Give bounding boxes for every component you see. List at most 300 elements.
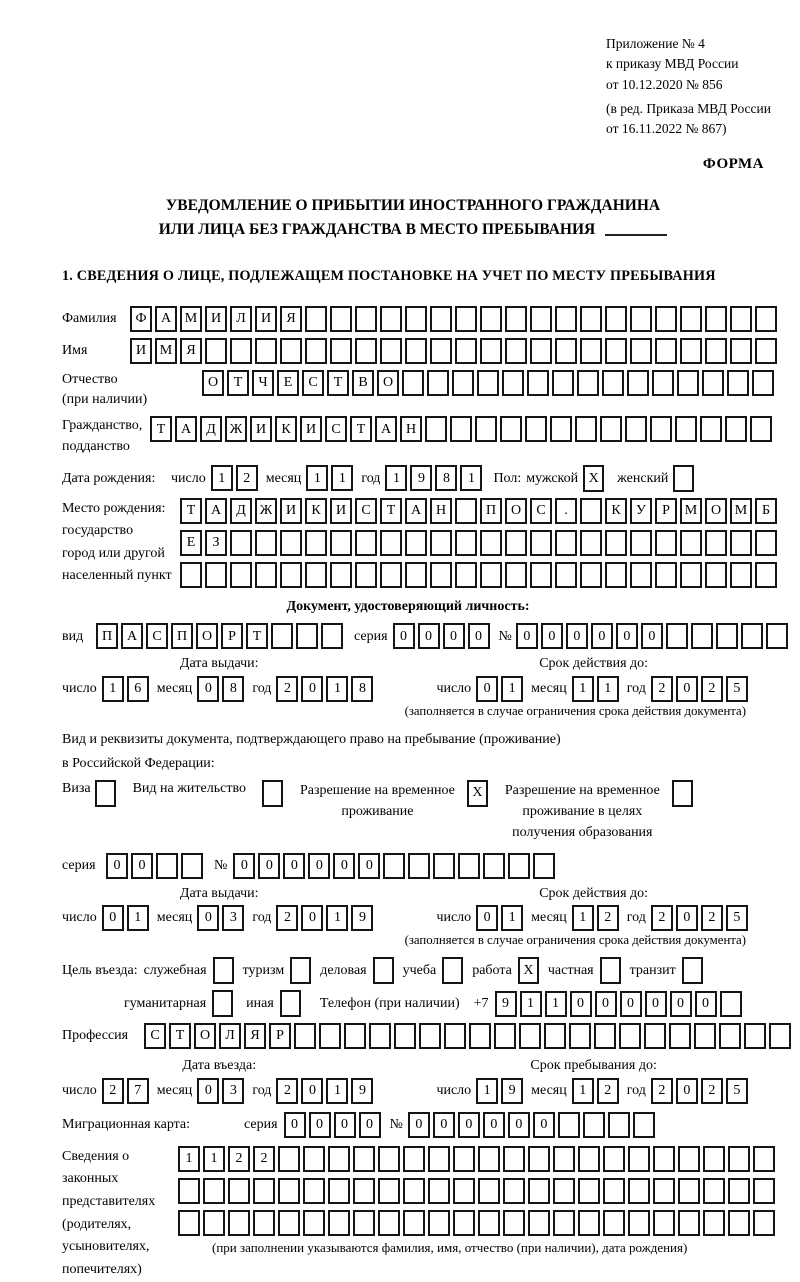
char-cell[interactable] [405,338,427,364]
char-cell[interactable] [230,338,252,364]
char-cell[interactable]: И [280,498,302,524]
char-cell[interactable]: 2 [276,905,298,931]
char-cell[interactable] [678,1210,700,1236]
char-cell[interactable] [203,1178,225,1204]
char-cell[interactable] [605,306,627,332]
char-cell[interactable]: К [605,498,627,524]
char-cell[interactable] [203,1210,225,1236]
char-cell[interactable]: Т [169,1023,191,1049]
char-cell[interactable] [528,1146,550,1172]
char-cell[interactable] [480,530,502,556]
char-cell[interactable] [353,1210,375,1236]
char-cell[interactable]: Б [755,498,777,524]
char-cell[interactable] [475,416,497,442]
char-cell[interactable] [505,562,527,588]
char-cell[interactable] [303,1146,325,1172]
char-cell[interactable] [380,306,402,332]
purpose-private-checkbox[interactable] [600,957,624,984]
char-cell[interactable] [455,306,477,332]
residence-valid-year-cells[interactable] [651,905,751,931]
char-cell[interactable]: 1 [545,991,567,1017]
char-cell[interactable] [213,957,234,984]
char-cell[interactable]: К [275,416,297,442]
char-cell[interactable]: А [375,416,397,442]
char-cell[interactable] [503,1178,525,1204]
char-cell[interactable] [378,1146,400,1172]
char-cell[interactable]: Т [150,416,172,442]
char-cell[interactable]: 0 [458,1112,480,1138]
char-cell[interactable]: Р [269,1023,291,1049]
char-cell[interactable] [578,1178,600,1204]
char-cell[interactable]: 0 [358,853,380,879]
char-cell[interactable] [353,1178,375,1204]
char-cell[interactable]: 0 [508,1112,530,1138]
char-cell[interactable] [644,1023,666,1049]
char-cell[interactable] [271,623,293,649]
char-cell[interactable] [730,338,752,364]
char-cell[interactable]: М [180,306,202,332]
char-cell[interactable] [691,623,713,649]
char-cell[interactable]: 1 [476,1078,498,1104]
char-cell[interactable]: С [302,370,324,396]
char-cell[interactable]: 0 [541,623,563,649]
char-cell[interactable]: Ф [130,306,152,332]
char-cell[interactable]: У [630,498,652,524]
char-cell[interactable]: 9 [410,465,432,491]
char-cell[interactable] [303,1178,325,1204]
char-cell[interactable] [727,370,749,396]
char-cell[interactable] [680,530,702,556]
char-cell[interactable]: 0 [197,676,219,702]
char-cell[interactable] [478,1178,500,1204]
char-cell[interactable]: 0 [468,623,490,649]
char-cell[interactable] [255,562,277,588]
char-cell[interactable] [755,530,777,556]
char-cell[interactable]: 5 [726,1078,748,1104]
char-cell[interactable]: И [300,416,322,442]
char-cell[interactable] [608,1112,630,1138]
char-cell[interactable] [294,1023,316,1049]
char-cell[interactable] [755,338,777,364]
char-cell[interactable] [730,306,752,332]
char-cell[interactable] [528,1178,550,1204]
char-cell[interactable]: О [377,370,399,396]
char-cell[interactable]: 1 [326,1078,348,1104]
char-cell[interactable]: С [144,1023,166,1049]
char-cell[interactable] [580,562,602,588]
char-cell[interactable]: 5 [726,905,748,931]
birth-place-row1[interactable] [180,498,780,524]
char-cell[interactable]: 2 [597,1078,619,1104]
char-cell[interactable]: 9 [351,1078,373,1104]
char-cell[interactable]: 0 [393,623,415,649]
char-cell[interactable] [455,530,477,556]
entry-month-cells[interactable] [197,1078,247,1104]
char-cell[interactable] [753,1146,775,1172]
profession-cells[interactable] [144,1023,794,1049]
entry-day-cells[interactable] [102,1078,152,1104]
char-cell[interactable] [555,306,577,332]
patronymic-cells[interactable] [202,370,777,396]
char-cell[interactable] [444,1023,466,1049]
char-cell[interactable] [508,853,530,879]
char-cell[interactable] [442,957,463,984]
char-cell[interactable]: Т [380,498,402,524]
char-cell[interactable] [450,416,472,442]
char-cell[interactable] [212,990,233,1017]
char-cell[interactable] [680,338,702,364]
char-cell[interactable] [305,338,327,364]
char-cell[interactable] [630,338,652,364]
char-cell[interactable]: О [202,370,224,396]
char-cell[interactable]: 0 [476,905,498,931]
doc-number-cells[interactable] [516,623,791,649]
sex-female-checkbox[interactable] [673,465,697,492]
char-cell[interactable] [630,306,652,332]
char-cell[interactable] [505,338,527,364]
residence-permit-checkbox[interactable] [262,780,286,807]
char-cell[interactable] [555,562,577,588]
char-cell[interactable] [280,338,302,364]
char-cell[interactable]: Т [327,370,349,396]
birth-place-row2[interactable] [180,530,780,556]
stay-year-cells[interactable] [651,1078,751,1104]
char-cell[interactable] [716,623,738,649]
char-cell[interactable] [380,530,402,556]
char-cell[interactable] [633,1112,655,1138]
char-cell[interactable] [369,1023,391,1049]
char-cell[interactable]: 2 [228,1146,250,1172]
char-cell[interactable] [578,1210,600,1236]
char-cell[interactable] [605,530,627,556]
purpose-tourism-checkbox[interactable] [290,957,314,984]
birth-day-cells[interactable] [211,465,261,491]
char-cell[interactable] [380,338,402,364]
char-cell[interactable] [627,370,649,396]
char-cell[interactable]: 0 [283,853,305,879]
char-cell[interactable]: Ж [225,416,247,442]
char-cell[interactable] [525,416,547,442]
char-cell[interactable] [280,530,302,556]
purpose-business-checkbox[interactable] [373,957,397,984]
char-cell[interactable] [380,562,402,588]
char-cell[interactable] [672,780,693,807]
char-cell[interactable]: 0 [301,905,323,931]
char-cell[interactable] [253,1178,275,1204]
char-cell[interactable]: 9 [351,905,373,931]
char-cell[interactable]: М [730,498,752,524]
char-cell[interactable]: 0 [408,1112,430,1138]
char-cell[interactable] [519,1023,541,1049]
char-cell[interactable]: 0 [309,1112,331,1138]
char-cell[interactable]: Д [230,498,252,524]
issue-year-cells[interactable] [276,676,376,702]
char-cell[interactable]: М [680,498,702,524]
char-cell[interactable] [480,338,502,364]
char-cell[interactable]: 0 [334,1112,356,1138]
char-cell[interactable] [303,1210,325,1236]
char-cell[interactable] [430,530,452,556]
char-cell[interactable]: 2 [276,1078,298,1104]
char-cell[interactable]: 1 [203,1146,225,1172]
doc-kind-cells[interactable] [96,623,346,649]
char-cell[interactable]: А [205,498,227,524]
char-cell[interactable] [355,562,377,588]
char-cell[interactable]: 9 [501,1078,523,1104]
valid-month-cells[interactable] [572,676,622,702]
birth-year-cells[interactable] [385,465,485,491]
char-cell[interactable]: 0 [418,623,440,649]
char-cell[interactable] [769,1023,791,1049]
char-cell[interactable] [605,338,627,364]
char-cell[interactable]: 0 [359,1112,381,1138]
char-cell[interactable] [305,306,327,332]
char-cell[interactable] [290,957,311,984]
char-cell[interactable] [527,370,549,396]
char-cell[interactable] [428,1178,450,1204]
char-cell[interactable] [230,562,252,588]
entry-year-cells[interactable] [276,1078,376,1104]
char-cell[interactable]: 0 [645,991,667,1017]
char-cell[interactable] [669,1023,691,1049]
char-cell[interactable]: 0 [591,623,613,649]
char-cell[interactable]: О [705,498,727,524]
migration-series-cells[interactable] [284,1112,384,1138]
char-cell[interactable] [458,853,480,879]
char-cell[interactable] [744,1023,766,1049]
char-cell[interactable]: 1 [326,676,348,702]
char-cell[interactable]: Я [280,306,302,332]
char-cell[interactable] [719,1023,741,1049]
char-cell[interactable] [483,853,505,879]
char-cell[interactable] [603,1210,625,1236]
char-cell[interactable] [228,1210,250,1236]
char-cell[interactable] [705,338,727,364]
char-cell[interactable]: 8 [351,676,373,702]
char-cell[interactable] [655,338,677,364]
char-cell[interactable] [553,1146,575,1172]
residence-issue-year-cells[interactable] [276,905,376,931]
char-cell[interactable]: С [530,498,552,524]
char-cell[interactable] [730,530,752,556]
char-cell[interactable] [305,562,327,588]
birth-place-row3[interactable] [180,562,780,588]
char-cell[interactable] [503,1146,525,1172]
char-cell[interactable]: Д [200,416,222,442]
char-cell[interactable] [321,623,343,649]
char-cell[interactable] [752,370,774,396]
char-cell[interactable] [553,1210,575,1236]
char-cell[interactable]: 0 [197,905,219,931]
char-cell[interactable]: Е [180,530,202,556]
char-cell[interactable]: 0 [595,991,617,1017]
char-cell[interactable] [430,306,452,332]
char-cell[interactable]: 0 [695,991,717,1017]
char-cell[interactable] [383,853,405,879]
char-cell[interactable] [682,957,703,984]
char-cell[interactable] [278,1178,300,1204]
char-cell[interactable] [694,1023,716,1049]
char-cell[interactable] [653,1178,675,1204]
char-cell[interactable] [741,623,763,649]
char-cell[interactable] [328,1210,350,1236]
char-cell[interactable]: П [480,498,502,524]
char-cell[interactable] [328,1146,350,1172]
char-cell[interactable] [330,562,352,588]
char-cell[interactable]: Я [244,1023,266,1049]
char-cell[interactable] [403,1178,425,1204]
char-cell[interactable]: 1 [326,905,348,931]
char-cell[interactable] [530,306,552,332]
char-cell[interactable] [705,530,727,556]
sex-male-checkbox[interactable] [583,465,607,492]
char-cell[interactable]: 1 [572,1078,594,1104]
char-cell[interactable]: П [96,623,118,649]
char-cell[interactable]: Т [246,623,268,649]
char-cell[interactable] [569,1023,591,1049]
char-cell[interactable] [753,1210,775,1236]
char-cell[interactable]: 1 [501,905,523,931]
char-cell[interactable] [408,853,430,879]
char-cell[interactable]: 0 [333,853,355,879]
char-cell[interactable]: И [255,306,277,332]
char-cell[interactable]: Н [400,416,422,442]
char-cell[interactable] [180,562,202,588]
char-cell[interactable] [530,338,552,364]
char-cell[interactable]: И [205,306,227,332]
char-cell[interactable]: 1 [520,991,542,1017]
char-cell[interactable] [373,957,394,984]
char-cell[interactable] [703,1146,725,1172]
char-cell[interactable]: Н [430,498,452,524]
citizenship-cells[interactable] [150,416,775,442]
char-cell[interactable]: 0 [233,853,255,879]
char-cell[interactable] [353,1146,375,1172]
char-cell[interactable]: 2 [701,905,723,931]
char-cell[interactable]: 1 [572,676,594,702]
char-cell[interactable] [455,338,477,364]
char-cell[interactable]: 0 [131,853,153,879]
temp-residence-checkbox[interactable] [467,780,491,807]
valid-year-cells[interactable] [651,676,751,702]
char-cell[interactable] [430,338,452,364]
char-cell[interactable]: О [194,1023,216,1049]
char-cell[interactable] [666,623,688,649]
char-cell[interactable] [505,530,527,556]
char-cell[interactable] [630,530,652,556]
residence-series-cells[interactable] [106,853,206,879]
char-cell[interactable]: 2 [701,676,723,702]
char-cell[interactable]: 0 [433,1112,455,1138]
char-cell[interactable]: 8 [435,465,457,491]
char-cell[interactable] [305,530,327,556]
char-cell[interactable] [455,498,477,524]
char-cell[interactable]: X [583,465,604,492]
char-cell[interactable] [502,370,524,396]
char-cell[interactable]: 2 [701,1078,723,1104]
char-cell[interactable] [750,416,772,442]
char-cell[interactable]: Я [180,338,202,364]
char-cell[interactable] [453,1178,475,1204]
char-cell[interactable] [653,1210,675,1236]
char-cell[interactable] [228,1178,250,1204]
char-cell[interactable] [95,780,116,807]
representatives-row3[interactable] [178,1210,778,1236]
char-cell[interactable] [655,306,677,332]
char-cell[interactable] [405,530,427,556]
char-cell[interactable] [702,370,724,396]
char-cell[interactable] [478,1210,500,1236]
char-cell[interactable] [628,1178,650,1204]
char-cell[interactable] [500,416,522,442]
char-cell[interactable] [296,623,318,649]
char-cell[interactable]: Т [180,498,202,524]
char-cell[interactable] [652,370,674,396]
purpose-humanitarian-checkbox[interactable] [212,990,236,1017]
char-cell[interactable]: 1 [572,905,594,931]
char-cell[interactable] [494,1023,516,1049]
char-cell[interactable] [555,338,577,364]
char-cell[interactable] [280,990,301,1017]
char-cell[interactable] [580,306,602,332]
char-cell[interactable] [428,1210,450,1236]
char-cell[interactable]: 0 [676,1078,698,1104]
char-cell[interactable]: 0 [301,1078,323,1104]
char-cell[interactable] [433,853,455,879]
issue-day-cells[interactable] [102,676,152,702]
purpose-other-checkbox[interactable] [280,990,304,1017]
char-cell[interactable] [278,1146,300,1172]
char-cell[interactable] [630,562,652,588]
char-cell[interactable] [705,306,727,332]
char-cell[interactable] [583,1112,605,1138]
char-cell[interactable] [355,338,377,364]
char-cell[interactable] [178,1178,200,1204]
char-cell[interactable] [675,416,697,442]
char-cell[interactable] [677,370,699,396]
char-cell[interactable]: 2 [597,905,619,931]
char-cell[interactable] [205,338,227,364]
char-cell[interactable] [156,853,178,879]
char-cell[interactable]: . [555,498,577,524]
stay-day-cells[interactable] [476,1078,526,1104]
char-cell[interactable] [650,416,672,442]
char-cell[interactable] [530,562,552,588]
char-cell[interactable] [255,530,277,556]
purpose-official-checkbox[interactable] [213,957,237,984]
char-cell[interactable] [330,306,352,332]
char-cell[interactable] [678,1178,700,1204]
char-cell[interactable]: О [505,498,527,524]
char-cell[interactable]: 5 [726,676,748,702]
char-cell[interactable]: А [121,623,143,649]
char-cell[interactable]: 6 [127,676,149,702]
char-cell[interactable]: 0 [443,623,465,649]
char-cell[interactable] [753,1178,775,1204]
char-cell[interactable] [402,370,424,396]
char-cell[interactable]: М [155,338,177,364]
char-cell[interactable] [278,1210,300,1236]
char-cell[interactable]: И [130,338,152,364]
char-cell[interactable] [455,562,477,588]
char-cell[interactable]: 3 [222,1078,244,1104]
char-cell[interactable] [403,1146,425,1172]
char-cell[interactable]: 0 [676,905,698,931]
char-cell[interactable]: X [518,957,539,984]
char-cell[interactable]: 2 [651,905,673,931]
residence-valid-day-cells[interactable] [476,905,526,931]
char-cell[interactable] [550,416,572,442]
